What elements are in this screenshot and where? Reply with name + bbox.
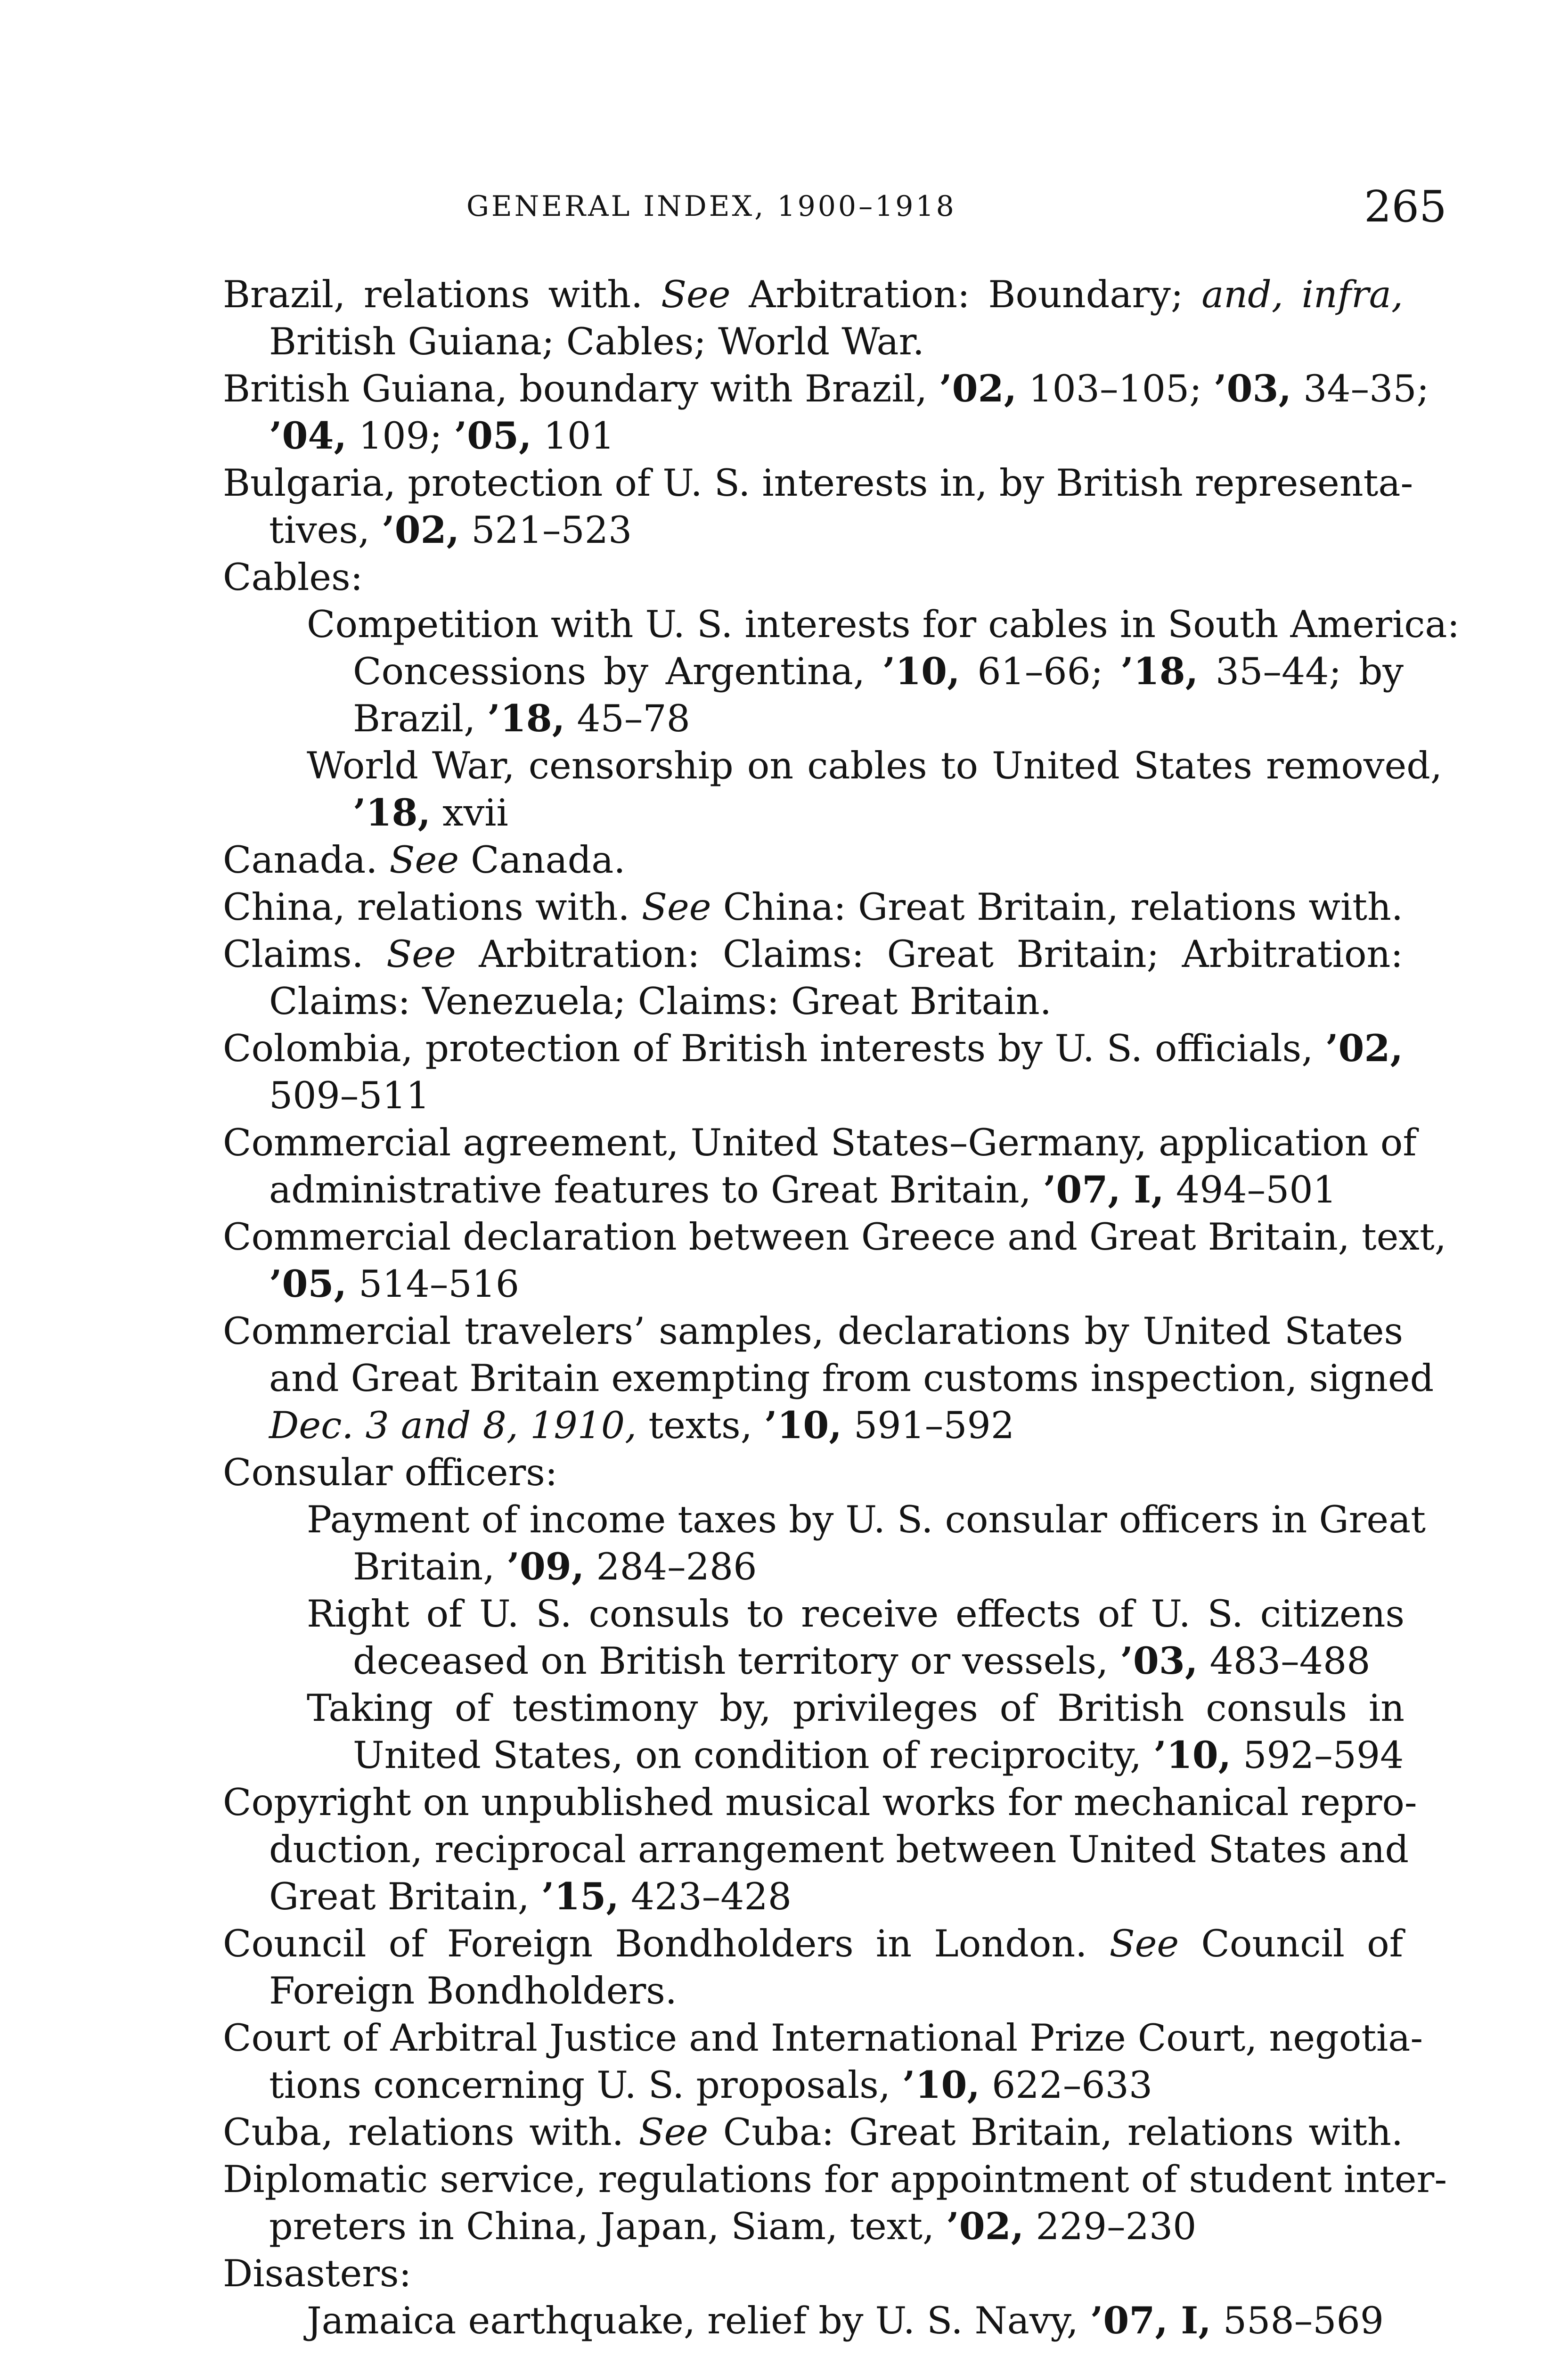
entry-bulgaria: Bulgaria, protection of U. S. interests in, by British representa- [223, 461, 1413, 505]
entry-court: Court of Arbitral Justice and International Prize Court, negotia- [223, 2016, 1423, 2060]
entry-diplomatic-service-cont: preters in China, Japan, Siam, text, ’02, 229–230 [269, 2204, 1197, 2248]
entry-council-cont: Foreign Bondholders. [269, 1969, 677, 2012]
entry-brazil: Brazil, relations with. See Arbitration: Boundary; and, infra, [223, 273, 1403, 316]
subentry-world-war: World War, censorship on cables to United States removed, [307, 744, 1442, 787]
entry-consular-officers: Consular officers: [223, 1451, 558, 1494]
entry-commercial-travelers-cont2: Dec. 3 and 8, 1910, texts, ’10, 591–592 [269, 1403, 1015, 1447]
entry-brazil-cont: British Guiana; Cables; World War. [269, 320, 924, 363]
entry-cuba: Cuba, relations with. See Cuba: Great Britain, relations with. [223, 2111, 1403, 2154]
entry-cables: Cables: [223, 556, 363, 599]
subentry-right-cont: deceased on British territory or vessels, ’03, 483–488 [353, 1639, 1371, 1683]
entry-commercial-travelers: Commercial travelers’ samples, declarations by United States [223, 1309, 1403, 1353]
entry-canada: Canada. See Canada. [223, 838, 626, 882]
entry-british-guiana-cont: ’04, 109; ’05, 101 [269, 414, 615, 458]
entry-bulgaria-cont: tives, ’02, 521–523 [269, 508, 632, 552]
entry-copyright-cont: duction, reciprocal arrangement between United States and [269, 1828, 1409, 1871]
subentry-concessions: Concessions by Argentina, ’10, 61–66; ’18, 35–44; by [353, 649, 1404, 693]
entry-commercial-declaration: Commercial declaration between Greece and Great Britain, text, [223, 1215, 1446, 1259]
subentry-payment-cont: Britain, ’09, 284–286 [353, 1545, 757, 1588]
subentry-testimony: Taking of testimony by, privileges of British consuls in [307, 1686, 1405, 1730]
entry-british-guiana: British Guiana, boundary with Brazil, ’02, 103–105; ’03, 34–35; [223, 367, 1429, 410]
entry-copyright: Copyright on unpublished musical works for mechanical repro- [223, 1781, 1417, 1824]
entry-colombia-cont: 509–511 [269, 1074, 430, 1117]
entry-colombia: Colombia, protection of British interests by U. S. officials, ’02, [223, 1026, 1403, 1070]
entry-claims: Claims. See Arbitration: Claims: Great Britain; Arbitration: [223, 933, 1403, 976]
subentry-world-war-cont: ’18, xvii [353, 791, 508, 834]
entry-court-cont: tions concerning U. S. proposals, ’10, 622–633 [269, 2063, 1153, 2107]
subentry-right: Right of U. S. consuls to receive effects of U. S. citizens [307, 1592, 1405, 1636]
entry-disasters: Disasters: [223, 2252, 412, 2295]
subentry-testimony-cont: United States, on condition of reciprocity, ’10, 592–594 [353, 1733, 1404, 1777]
entry-commercial-agreement-cont: administrative features to Great Britain, ’07, I, 494–501 [269, 1168, 1337, 1211]
entry-council: Council of Foreign Bondholders in London. See Council of [223, 1922, 1403, 1965]
running-head: GENERAL INDEX, 1900–1918 [466, 190, 956, 223]
entry-commercial-travelers-cont: and Great Britain exempting from customs inspection, signed [269, 1357, 1434, 1400]
subentry-payment: Payment of income taxes by U. S. consular officers in Great [307, 1498, 1426, 1541]
page-number: 265 [1364, 181, 1447, 232]
entry-commercial-declaration-cont: ’05, 514–516 [269, 1262, 520, 1306]
entry-copyright-cont2: Great Britain, ’15, 423–428 [269, 1874, 792, 1918]
entry-claims-cont: Claims: Venezuela; Claims: Great Britain. [269, 980, 1052, 1023]
entry-china: China, relations with. See China: Great Britain, relations with. [223, 885, 1403, 929]
subentry-jamaica: Jamaica earthquake, relief by U. S. Navy, ’07, I, 558–569 [307, 2299, 1384, 2342]
entry-commercial-agreement: Commercial agreement, United States–Germany, application of [223, 1121, 1417, 1164]
subentry-competition: Competition with U. S. interests for cables in South America: [307, 603, 1460, 646]
subentry-concessions-cont: Brazil, ’18, 45–78 [353, 696, 690, 740]
entry-diplomatic-service: Diplomatic service, regulations for appointment of student inter- [223, 2158, 1447, 2201]
